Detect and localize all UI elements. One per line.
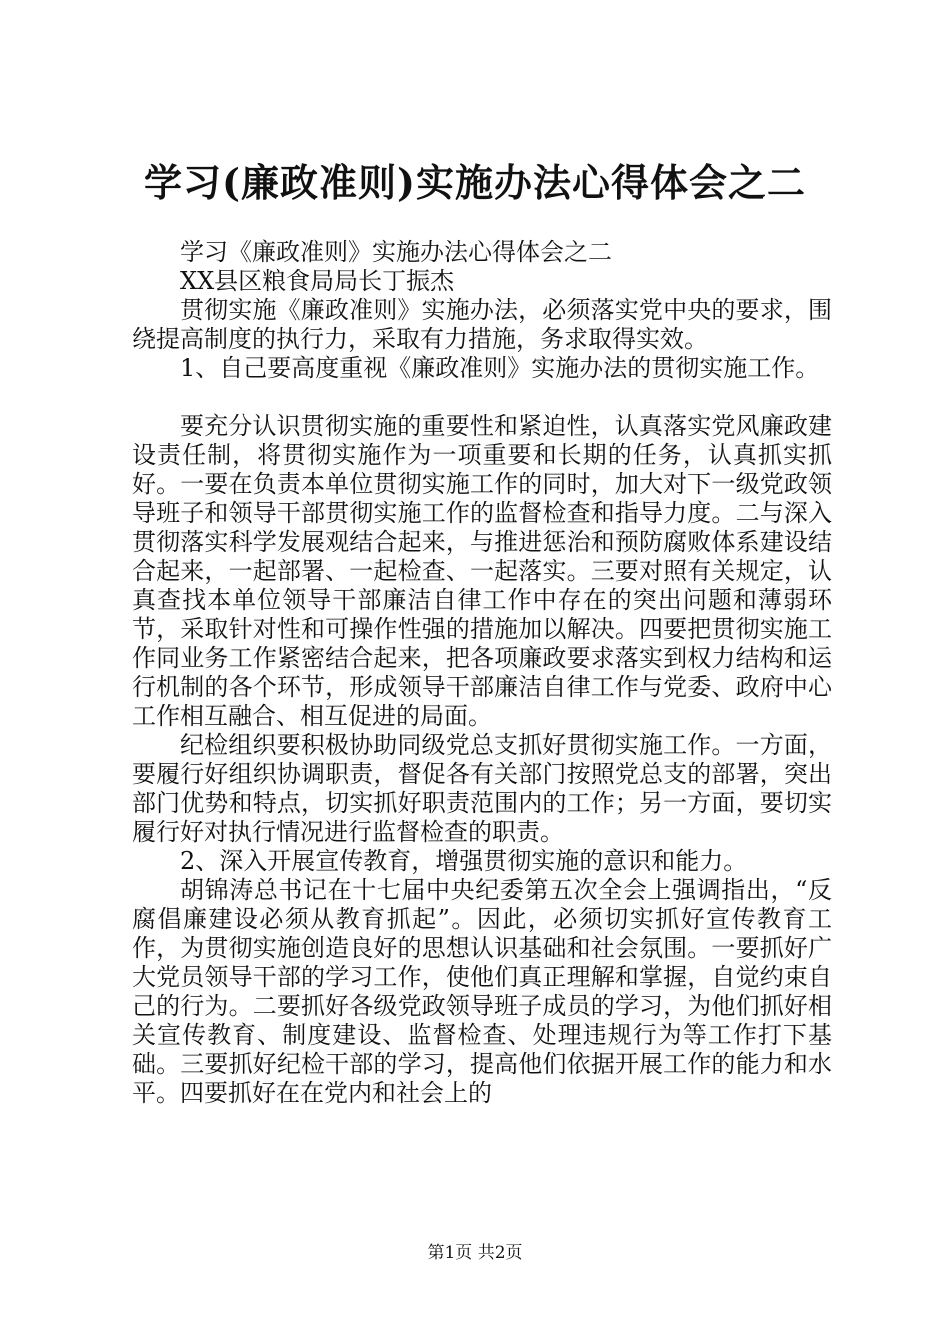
document-body (132, 238, 832, 1108)
body-paragraph: 胡锦涛总书记在十七届中央纪委第五次全会上强调指出，“反腐倡廉建设必须从教育抓起”。因此，必须切实抓好宣传教育工作，为贯彻实施创造良好的思想认识基础和社会氛围。一要抓好广大党员领导干部的学习工作，使他们真正理解和掌握，自觉约束自己的行为。二要抓好各级党政领导班子成员的学习，为他们抓好相关宣传教育、制度建设、监督检查、处理违规行为等工作打下基础。三要抓好纪检干部的学习，提高他们依据开展工作的能力和水平。四要抓好在在党内和社会上的 (132, 876, 832, 1107)
paragraph-spacer (132, 383, 832, 412)
document-title: 学习(廉政准则)实施办法心得体会之二 (144, 160, 806, 205)
author-line: XX县区粮食局局长丁振杰 (180, 267, 455, 295)
section-heading: 1、自己要高度重视《廉政准则》实施办法的贯彻实施工作。 (180, 354, 820, 382)
body-paragraph: 贯彻实施《廉政准则》实施办法，必须落实党中央的要求，围绕提高制度的执行力，采取有力措施，务求取得实效。 (132, 296, 832, 353)
body-paragraph: 纪检组织要积极协助同级党总支抓好贯彻实施工作。一方面，要履行好组织协调职责，督促各有关部门按照党总支的部署，突出部门优势和特点，切实抓好职责范围内的工作；另一方面，要切实履行好对执行情况进行监督检查的职责。 (132, 731, 832, 846)
page-number: 第1页 共2页 (427, 1243, 523, 1263)
section-heading: 2、深入开展宣传教育，增强贯彻实施的意识和能力。 (180, 847, 748, 875)
body-paragraph: 要充分认识贯彻实施的重要性和紧迫性，认真落实党风廉政建设责任制，将贯彻实施作为一项重要和长期的任务，认真抓实抓好。一要在负责本单位贯彻实施工作的同时，加大对下一级党政领导班子和领导干部贯彻实施工作的监督检查和指导力度。二与深入贯彻落实科学发展观结合起来，与推进惩治和预防腐败体系建设结合起来，一起部署、一起检查、一起落实。三要对照有关规定，认真查找本单位领导干部廉洁自律工作中存在的突出问题和薄弱环节，采取针对性和可操作性强的措施加以解决。四要把贯彻实施工作同业务工作紧密结合起来，把各项廉政要求落实到权力结构和运行机制的各个环节，形成领导干部廉洁自律工作与党委、政府中心工作相互融合、相互促进的局面。 (132, 412, 832, 730)
subtitle-line: 学习《廉政准则》实施办法心得体会之二 (180, 238, 612, 266)
